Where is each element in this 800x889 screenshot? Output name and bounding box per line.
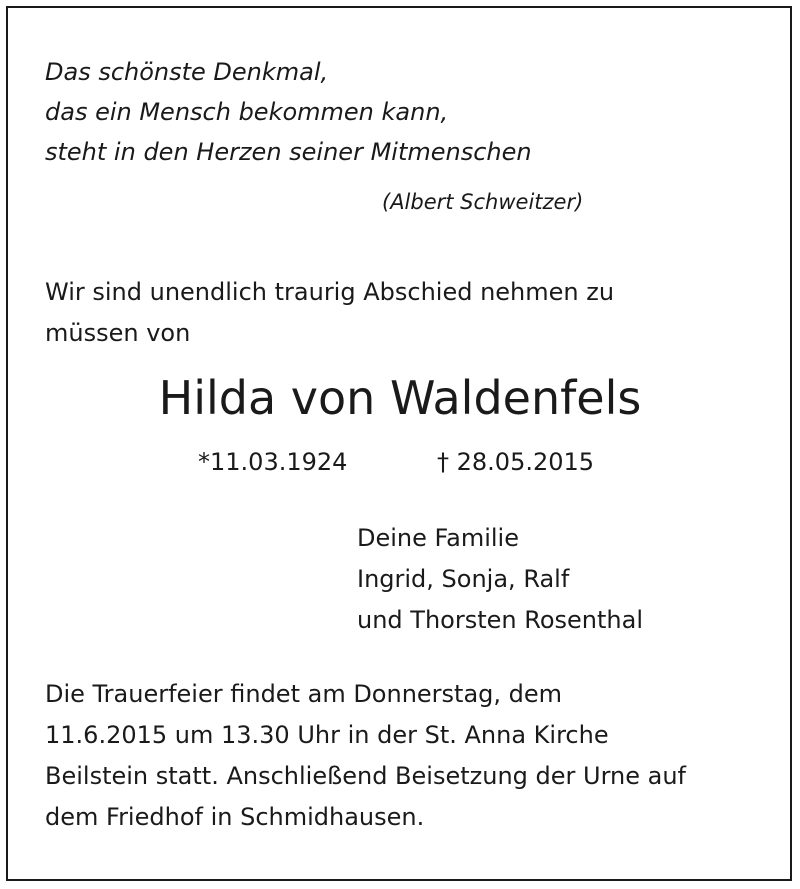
birth-date: *11.03.1924 bbox=[198, 448, 348, 476]
funeral-line: Die Trauerfeier findet am Donnerstag, dem bbox=[45, 680, 563, 708]
mourners-line: Ingrid, Sonja, Ralf bbox=[357, 565, 570, 593]
funeral-line: dem Friedhof in Schmidhausen. bbox=[45, 803, 425, 831]
mourners-block bbox=[357, 518, 643, 641]
intro-line: Wir sind unendlich traurig Abschied nehmen zu bbox=[45, 278, 615, 306]
quote-attribution: (Albert Schweitzer) bbox=[382, 190, 584, 214]
intro-text bbox=[45, 272, 614, 354]
mourners-line: Deine Familie bbox=[357, 524, 519, 552]
quote-line: Das schönste Denkmal, bbox=[45, 58, 329, 86]
intro-line: müssen von bbox=[45, 319, 191, 347]
funeral-line: 11.6.2015 um 13.30 Uhr in der St. Anna Kirche bbox=[45, 721, 609, 749]
deceased-name: Hilda von Waldenfels bbox=[158, 371, 642, 425]
quote-line: steht in den Herzen seiner Mitmenschen bbox=[45, 138, 532, 166]
quote-block bbox=[45, 52, 532, 172]
funeral-info bbox=[45, 674, 686, 838]
mourners-line: und Thorsten Rosenthal bbox=[357, 606, 643, 634]
death-date: † 28.05.2015 bbox=[437, 448, 595, 476]
funeral-line: Beilstein statt. Anschließend Beisetzung der Urne auf bbox=[45, 762, 686, 790]
quote-line: das ein Mensch bekommen kann, bbox=[45, 98, 449, 126]
